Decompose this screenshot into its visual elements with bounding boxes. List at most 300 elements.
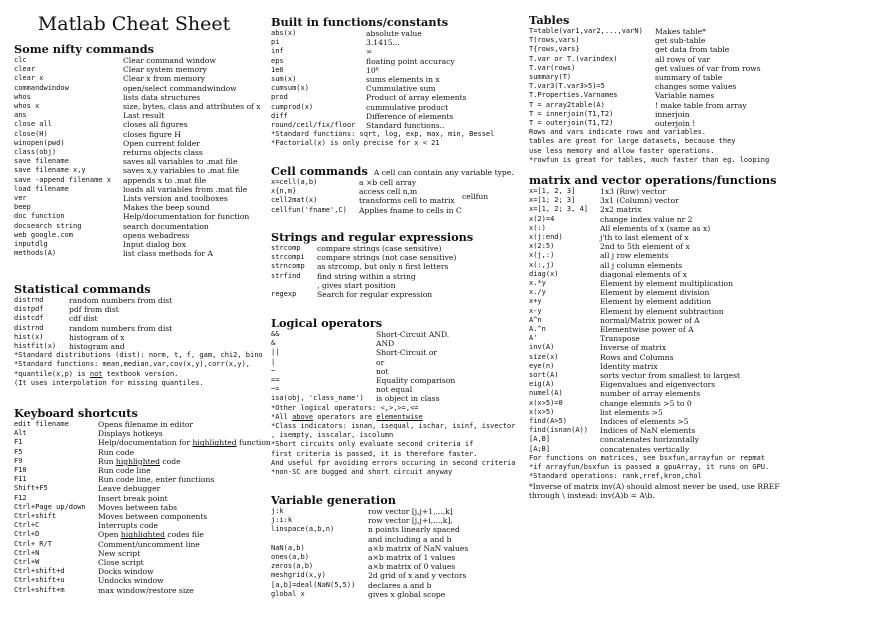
matrix-description: change elemnts >5 to 0: [600, 398, 692, 408]
string-command: strncomp: [271, 262, 305, 271]
stats-row: [14, 305, 266, 314]
section-matrix: [529, 174, 875, 500]
variable-command: ones(a,b): [271, 553, 309, 562]
logical-list: [271, 330, 526, 404]
nifty-command: doc function: [14, 212, 65, 221]
matrix-row: [529, 233, 875, 242]
variable-description: declares a and b: [368, 580, 432, 590]
shortcut-row: [14, 512, 266, 521]
variable-row: [271, 562, 526, 571]
shortcut-row: [14, 466, 266, 475]
builtin-command: diff: [271, 111, 288, 120]
matrix-command: sort(A): [529, 371, 559, 380]
shortcut-description: Open highlighted codes file: [98, 530, 204, 540]
nifty-row: [14, 249, 266, 258]
matrix-row: [529, 196, 875, 205]
tables-note: use less memory and allow faster operations.: [529, 146, 715, 155]
builtin-row: [271, 103, 526, 112]
variable-row: [271, 535, 526, 544]
nifty-command: ver: [14, 194, 27, 203]
matrix-description: Inverse of matrix: [600, 343, 667, 353]
shortcut-description: Moves between components: [98, 512, 208, 522]
matrix-row: [529, 224, 875, 233]
table-row: [529, 64, 875, 73]
matrix-description: All elements of x (same as x): [600, 223, 711, 233]
shortcut-row: [14, 521, 266, 530]
section-keyboard: [14, 406, 271, 595]
variable-command: global x: [271, 589, 305, 598]
nifty-row: [14, 194, 266, 203]
table-row: [529, 101, 875, 110]
heading-keyboard: Keyboard shortcuts: [14, 406, 138, 420]
matrix-description: Element by element multiplication: [600, 279, 733, 289]
builtin-description: 10⁶: [366, 65, 379, 75]
shortcut-row: [14, 438, 271, 448]
matrix-command: x(x>5)=0: [529, 398, 563, 407]
table-command: T.var3(T.var3>5)=5: [529, 82, 605, 91]
nifty-description: opens webadress: [123, 230, 190, 240]
shortcut-row: [14, 530, 266, 539]
nifty-description: Lists version and toolboxes: [123, 194, 228, 204]
section-tables: [529, 14, 875, 165]
nifty-description: closes all figures: [123, 120, 188, 130]
builtin-description: Standard functions..: [366, 121, 445, 131]
matrix-list: [529, 187, 875, 454]
nifty-row: [14, 157, 266, 166]
logical-description: not equal: [376, 385, 413, 395]
builtin-note: *Standard functions: sqrt, log, exp, max, min, Bessel: [271, 130, 495, 139]
variable-command: [271, 535, 368, 544]
variable-list: [271, 507, 526, 599]
logical-row: [271, 358, 526, 367]
string-description: compare strings (not case sensitive): [317, 253, 457, 263]
cell-command: x{n,m}: [271, 187, 297, 196]
nifty-command: beep: [14, 203, 31, 212]
shortcut-description: Moves between tabs: [98, 502, 177, 512]
matrix-description: number of array elements: [600, 389, 701, 399]
matrix-command: size(x): [529, 352, 559, 361]
nifty-row: [14, 65, 266, 74]
matrix-row: [529, 279, 875, 288]
logical-note: *non-SC are bugged and short circuit anyway: [271, 468, 453, 477]
matrix-command: eig(A): [529, 380, 555, 389]
matrix-row: [529, 417, 875, 426]
matrix-note: *Inverse of matrix inv(A) should almost never be used, use RREF: [529, 481, 780, 491]
matrix-command: x+y: [529, 297, 542, 306]
logical-note: *Other logical operators: <,>,>=,<=: [271, 403, 419, 412]
matrix-description: Indices of NaN elements: [600, 426, 696, 436]
shortcut-row: [14, 567, 266, 576]
string-command: [271, 281, 317, 290]
matrix-description: Transpose: [600, 334, 640, 344]
matrix-command: x(:): [529, 223, 546, 232]
variable-description: n points linearly spaced: [368, 525, 460, 535]
table-description: get sub-table: [655, 36, 706, 46]
table-row: [529, 110, 875, 119]
matrix-row: [529, 242, 875, 251]
table-row: [529, 45, 875, 54]
nifty-command: class(obj): [14, 148, 57, 157]
nifty-row: [14, 130, 266, 139]
heading-builtin: Built in functions/constants: [271, 15, 449, 29]
nifty-command: clear: [14, 65, 36, 74]
shortcut-command: Ctrl+shift: [14, 512, 57, 521]
column-left: [14, 0, 271, 595]
matrix-row: [529, 251, 875, 260]
shortcut-command: F11: [14, 475, 27, 484]
shortcut-command: Alt: [14, 429, 27, 438]
matrix-command: x=[1, 2; 3, 4]: [529, 205, 589, 214]
nifty-row: [14, 148, 266, 157]
logical-command: ||: [271, 348, 280, 357]
stats-command: hist(x): [14, 332, 44, 341]
matrix-row: [529, 205, 875, 214]
matrix-description: Identity matrix: [600, 361, 658, 371]
variable-row: [271, 571, 526, 580]
table-row: [529, 36, 875, 45]
stats-command: distrnd: [14, 296, 44, 304]
table-description: ! make table from array: [655, 100, 747, 110]
matrix-command: x(j:end): [529, 233, 563, 242]
nifty-description: appends x to .mat file: [123, 175, 207, 185]
keyboard-list: [14, 420, 271, 595]
shortcut-description: Close script: [98, 558, 144, 568]
builtin-command: sum(x): [271, 75, 297, 84]
matrix-description: Element by element division: [600, 288, 710, 298]
matrix-description: change index value nr 2: [600, 214, 693, 224]
nifty-row: [14, 212, 266, 221]
logical-row: [271, 376, 526, 385]
nifty-command: web google.com: [14, 230, 74, 239]
nifty-row: [14, 185, 266, 194]
shortcut-command: F9: [14, 456, 23, 465]
heading-strings: Strings and regular expressions: [271, 230, 474, 244]
matrix-command: x.*y: [529, 279, 546, 288]
stats-description: random numbers from dist: [69, 296, 173, 305]
cellfun-label: cellfun: [462, 192, 489, 201]
nifty-description: Makes the beep sound: [123, 203, 210, 213]
shortcut-description: max window/restore size: [98, 585, 194, 595]
nifty-command: winopen(pwd): [14, 138, 65, 147]
heading-stats: Statistical commands: [14, 282, 151, 296]
table-description: outerjoin !: [655, 119, 696, 129]
cell-description: transforms cell to matrix: [359, 196, 455, 206]
builtin-description: ∞: [366, 47, 373, 57]
matrix-description: 1x3 (Row) vector: [600, 187, 666, 196]
matrix-description: all j row elements: [600, 251, 669, 261]
interpolation-note: (It uses interpolation for missing quantiles.: [14, 378, 204, 387]
stats-row: [14, 342, 266, 351]
strings-list: [271, 244, 526, 299]
tables-note: *rowfun is great for tables, much faster than eg. looping: [529, 155, 770, 164]
table-command: T = innerjoin(T1,T2): [529, 109, 614, 118]
tables-list: [529, 27, 875, 128]
matrix-command: x=[1, 2, 3]: [529, 187, 576, 195]
nifty-command: save filename x,y: [14, 166, 86, 175]
table-row: [529, 55, 875, 64]
logical-description: Short-Circuit or: [376, 348, 438, 358]
variable-description: and including a and b: [368, 534, 452, 544]
nifty-description: lists data structures: [123, 92, 201, 102]
logical-note: , isempty, isscalar, iscolumn: [271, 431, 394, 440]
stats-description: pdf from dist: [69, 305, 119, 315]
variable-description: row vector [j,j+1,...,k]: [368, 507, 453, 516]
nifty-description: Last result: [123, 111, 165, 121]
nifty-row: [14, 240, 266, 249]
variable-description: gives x global scope: [368, 589, 446, 599]
variable-row: [271, 507, 526, 516]
heading-variable: Variable generation: [271, 493, 396, 507]
stats-note: *Standard distributions (dist): norm, t, f, gam, chi2, bino: [14, 351, 263, 360]
shortcut-row: [14, 484, 266, 493]
shortcut-command: Ctrl+C: [14, 521, 40, 530]
logical-row: [271, 385, 526, 394]
shortcut-row: [14, 576, 266, 585]
matrix-row: [529, 353, 875, 362]
matrix-description: concatenates vertically: [600, 444, 690, 454]
shortcut-row: [14, 420, 266, 429]
matrix-command: x(j,:): [529, 251, 555, 260]
nifty-description: Help/documentation for function: [123, 212, 250, 222]
shortcut-command: Ctrl+shift+m: [14, 585, 65, 594]
logical-command: ~=: [271, 385, 280, 394]
shortcut-description: Run code line: [98, 466, 151, 476]
logical-row: [271, 367, 526, 376]
shortcut-row: [14, 503, 266, 512]
matrix-row: [529, 187, 875, 196]
variable-command: NaN(a,b): [271, 543, 305, 552]
logical-row: [271, 348, 526, 357]
variable-command: zeros(a,b): [271, 562, 314, 571]
matrix-description: Elementwise power of A: [600, 325, 694, 335]
string-row: [271, 272, 526, 281]
shortcut-description: Run code: [98, 447, 135, 457]
builtin-row: [271, 84, 526, 93]
tables-notes: [529, 128, 875, 165]
page-title: Matlab Cheat Sheet: [37, 13, 231, 35]
cell-command: cell2mat(x): [271, 196, 318, 205]
builtin-command: cumsum(x): [271, 84, 309, 93]
nifty-description: Input dialog box: [123, 240, 186, 250]
heading-nifty: Some nifty commands: [14, 42, 154, 56]
variable-row: [271, 544, 526, 553]
section-builtin: [271, 16, 526, 149]
shortcut-command: F12: [14, 493, 27, 502]
builtin-row: [271, 93, 526, 102]
stats-command: distpdf: [14, 305, 44, 314]
matrix-description: 3x1 (Column) vector: [600, 196, 679, 206]
shortcut-description: Docks window: [98, 567, 154, 577]
builtin-row: [271, 57, 526, 66]
matrix-command: A^n: [529, 315, 542, 324]
shortcut-command: Shift+F5: [14, 484, 48, 493]
matrix-description: Eigenvalues and eigenvectors: [600, 380, 716, 390]
shortcut-description: Interrupts code: [98, 521, 158, 531]
table-row: [529, 27, 875, 36]
matrix-row: [529, 445, 875, 454]
variable-description: 2d grid of x and y vectors: [368, 571, 467, 581]
nifty-command: whos x: [14, 102, 40, 111]
stats-row: [14, 296, 266, 305]
nifty-description: Clear system memory: [123, 65, 207, 75]
quantile-note: *quantile(x,p) is not textbook version.: [14, 369, 179, 378]
variable-command: linspace(a,b,n): [271, 525, 335, 534]
shortcut-command: F5: [14, 447, 23, 456]
logical-command: isa(obj, 'class_name'): [271, 394, 364, 403]
logical-command: |: [271, 357, 276, 366]
matrix-description: Rows and Columns: [600, 352, 674, 362]
matrix-command: inv(A): [529, 343, 555, 352]
matrix-description: diagonal elements of x: [600, 269, 687, 279]
shortcut-row: [14, 558, 266, 567]
stats-row: [14, 333, 266, 342]
cell-description: a ×b cell array: [359, 178, 417, 187]
logical-description: or: [376, 357, 385, 367]
matrix-description: normal/Matrix power of A: [600, 315, 700, 325]
nifty-row: [14, 176, 266, 185]
matrix-row: [529, 371, 875, 380]
shortcut-description: Run highlighted code: [98, 456, 181, 466]
nifty-command: whos: [14, 92, 31, 101]
nifty-command: save filename: [14, 157, 69, 166]
logical-command: ~: [271, 366, 276, 375]
matrix-row: [529, 261, 875, 270]
stats-description: histogram of x: [69, 332, 125, 342]
logical-row: [271, 394, 526, 403]
table-command: T.var(rows): [529, 63, 576, 72]
nifty-description: list class methods for A: [123, 249, 213, 259]
shortcut-description: Opens filename in editor: [98, 420, 194, 429]
nifty-command: docsearch string: [14, 221, 82, 230]
logical-description: AND: [376, 339, 395, 349]
shortcut-row: [14, 457, 266, 466]
shortcut-command: F10: [14, 466, 27, 475]
nifty-row: [14, 93, 266, 102]
matrix-description: Element by element subtraction: [600, 306, 724, 316]
nifty-row: [14, 102, 266, 111]
section-strings: [271, 231, 526, 299]
cell-command: x=cell(a,b): [271, 178, 318, 186]
matrix-row: [529, 343, 875, 352]
matrix-command: numel(A): [529, 389, 563, 398]
builtin-list: [271, 29, 526, 130]
matrix-command: diag(x): [529, 269, 559, 278]
shortcut-description: Displays hotkeys: [98, 429, 163, 439]
logical-note: *Class indicators: isnan, isequal, ischar, isinf, isvector: [271, 422, 516, 431]
matrix-description: 2nd to 5th element of x: [600, 242, 690, 252]
builtin-command: abs(x): [271, 29, 297, 37]
logical-note: *Short circuits only evaluate second criteria if: [271, 440, 474, 449]
matrix-description: concatenates horizontally: [600, 435, 700, 445]
matrix-command: x(:,j): [529, 260, 555, 269]
shortcut-command: Ctrl+Page up/down: [14, 502, 86, 511]
matrix-description: j'th to last element of x: [600, 233, 689, 243]
builtin-command: 1e6: [271, 65, 284, 74]
stats-row: [14, 314, 266, 323]
nifty-row: [14, 84, 266, 93]
logical-description: is object in class: [376, 394, 440, 404]
matrix-row: [529, 362, 875, 371]
string-description: compare strings (case sensitive): [317, 244, 442, 253]
matrix-note: *Standard operations: rank,rref,kron,chol: [529, 472, 702, 481]
nifty-command: clear x: [14, 74, 44, 83]
cell-description: Applies fname to cells in C: [359, 205, 462, 215]
shortcut-command: Ctrl+D: [14, 530, 40, 539]
matrix-command: eye(n): [529, 361, 555, 370]
table-command: summary(T): [529, 73, 572, 82]
string-row: [271, 253, 526, 262]
matrix-row: [529, 435, 875, 444]
nifty-command: load filename: [14, 184, 69, 193]
nifty-command: close all: [14, 120, 52, 129]
matrix-notes: [529, 454, 875, 500]
matrix-note: For functions on matrices, see bsxfun,arrayfun or repmat: [529, 453, 766, 462]
nifty-row: [14, 166, 266, 175]
shortcut-description: Undocks window: [98, 576, 164, 586]
elementwise-note: *All above operators are elementwise: [271, 412, 423, 421]
table-command: T.Properties.Varnames: [529, 91, 618, 100]
nifty-row: [14, 120, 266, 129]
matrix-description: Element by element addition: [600, 297, 712, 307]
cell-command: cellfun('fname',C): [271, 205, 347, 214]
section-cell: [271, 165, 526, 215]
string-description: , gives start position: [317, 280, 396, 290]
shortcut-command: edit filename: [14, 420, 69, 428]
matrix-command: x=[1; 2; 3]: [529, 196, 576, 205]
nifty-description: Clear command window: [123, 56, 216, 65]
stats-row: [14, 324, 266, 333]
variable-command: meshgrid(x,y): [271, 571, 326, 580]
shortcut-description: New script: [98, 548, 141, 558]
matrix-command: x./y: [529, 288, 546, 297]
matrix-note: *if arrayfun/bsxfun is passed a gpuArray, it runs on GPU.: [529, 463, 770, 472]
nifty-command: close(H): [14, 129, 48, 138]
heading-cell: Cell commands: [271, 164, 368, 178]
table-description: Variable names: [655, 91, 715, 101]
nifty-command: inputdlg: [14, 240, 48, 249]
logical-description: Short-Circuit AND.: [376, 330, 450, 339]
table-description: innerjoin: [655, 109, 690, 119]
nifty-description: saves all variables to .mat file: [123, 157, 238, 167]
shortcut-description: Comment/uncomment line: [98, 539, 200, 549]
matrix-row: [529, 380, 875, 389]
table-command: T{rows,vars}: [529, 45, 580, 54]
builtin-description: floating point accuracy: [366, 56, 455, 66]
nifty-command: methods(A): [14, 249, 57, 258]
variable-command: j:k: [271, 507, 284, 515]
nifty-description: Clear x from memory: [123, 74, 206, 84]
matrix-row: [529, 215, 875, 224]
variable-row: [271, 516, 526, 525]
matrix-command: x(2:5): [529, 242, 555, 251]
logical-note: first criteria is passed, it is therefore faster.: [271, 449, 478, 458]
nifty-list: [14, 56, 266, 258]
cell-description: access cell n,m: [359, 187, 418, 197]
matrix-row: [529, 325, 875, 334]
logical-command: &&: [271, 330, 280, 338]
builtin-command: round/ceil/fix/floor: [271, 121, 356, 130]
table-description: summary of table: [655, 73, 723, 83]
builtin-row: [271, 121, 526, 130]
shortcut-row: [14, 475, 266, 484]
builtin-command: inf: [271, 47, 284, 56]
matrix-description: 2x2 matrix: [600, 205, 642, 215]
builtin-description: Product of array elements: [366, 93, 467, 103]
shortcut-command: F1: [14, 438, 23, 447]
builtin-command: prod: [271, 93, 288, 102]
logical-row: [271, 339, 526, 348]
shortcut-command: Ctrl+ R/T: [14, 539, 52, 548]
